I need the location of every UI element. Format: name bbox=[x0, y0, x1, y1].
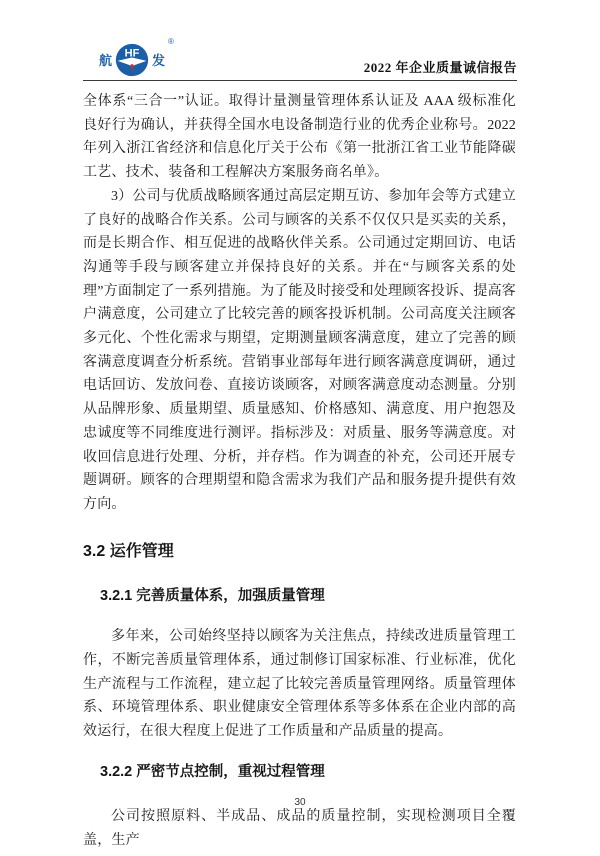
logo-right-char: 发 bbox=[152, 52, 166, 68]
page-body bbox=[83, 86, 516, 853]
logo-left-char: 航 bbox=[99, 52, 113, 68]
heading-3-2-1: 3.2.1 完善质量体系，加强质量管理 bbox=[100, 587, 325, 604]
page-footer bbox=[0, 792, 600, 810]
paragraph-customer-relations: 3）公司与优质战略顾客通过高层定期互访、参加年会等方式建立了良好的战略合作关系。公司与顾客的关系不仅仅只是买卖的关系，而是长期合作、相互促进的战略伙伴关系。公司通过定期回访、电话沟通等手段与顾客建立并保持良好的关系。并在“与顾客关系的处理”方面制定了一系列措施。为了能及时接受和处理顾客投诉、提高客户满意度，公司建立了比较完善的顾客投诉机制。公司高度关注顾客多元化、个性化需求与期望，定期测量顾客满意度，建立了完善的顾客满意度调查分析系统。营销事业部每年进行顾客满意度调研，通过电话回访、发放问卷、直接访谈顾客，对顾客满意度动态测量。分别从品牌形象、质量期望、质量感知、价格感知、满意度、用户抱怨及忠诚度等不同维度进行测评。指标涉及：对质量、服务等满意度。对收回信息进行处理、分析，并存档。作为调查的补充，公司还开展专题调研。顾客的合理期望和隐含需求为我们产品和服务提升提供有效方向。 bbox=[83, 188, 516, 512]
hf-emblem-icon bbox=[115, 43, 149, 77]
registered-trademark-icon: ® bbox=[168, 37, 174, 46]
svg-text:HF: HF bbox=[124, 47, 140, 60]
page-header bbox=[83, 0, 517, 81]
paragraph-quality-system: 多年来，公司始终坚持以顾客为关注焦点，持续改进质量管理工作，不断完善质量管理体系，通过制修订国家标准、行业标准，优化生产流程与工作流程，建立起了比较完善质量管理网络。质量管理体系、环境管理体系、职业健康安全管理体系等多体系在企业内部的高效运行，在很大程度上促进了工作质量和产品质量的提高。 bbox=[83, 629, 516, 740]
paragraph-certification: 全体系“三合一”认证。取得计量测量管理体系认证及 AAA 级标准化良好行为确认，并获得全国水电设备制造行业的优秀企业称号。2022 年列入浙江省经济和信息化厅关于公布《第一批浙江省工业节能降碳工艺、技术、装备和工程解决方案服务商名单》。 bbox=[83, 94, 516, 181]
paragraph-process-control: 公司按照原料、半成品、成品的质量控制，实现检测项目全覆盖，生产 bbox=[83, 809, 516, 848]
company-logo bbox=[99, 37, 174, 77]
heading-3-2: 3.2 运作管理 bbox=[83, 542, 174, 560]
heading-3-2-2: 3.2.2 严密节点控制，重视过程管理 bbox=[100, 763, 325, 780]
page-number: 30 bbox=[294, 797, 306, 808]
report-title: 2022 年企业质量诚信报告 bbox=[363, 60, 517, 75]
